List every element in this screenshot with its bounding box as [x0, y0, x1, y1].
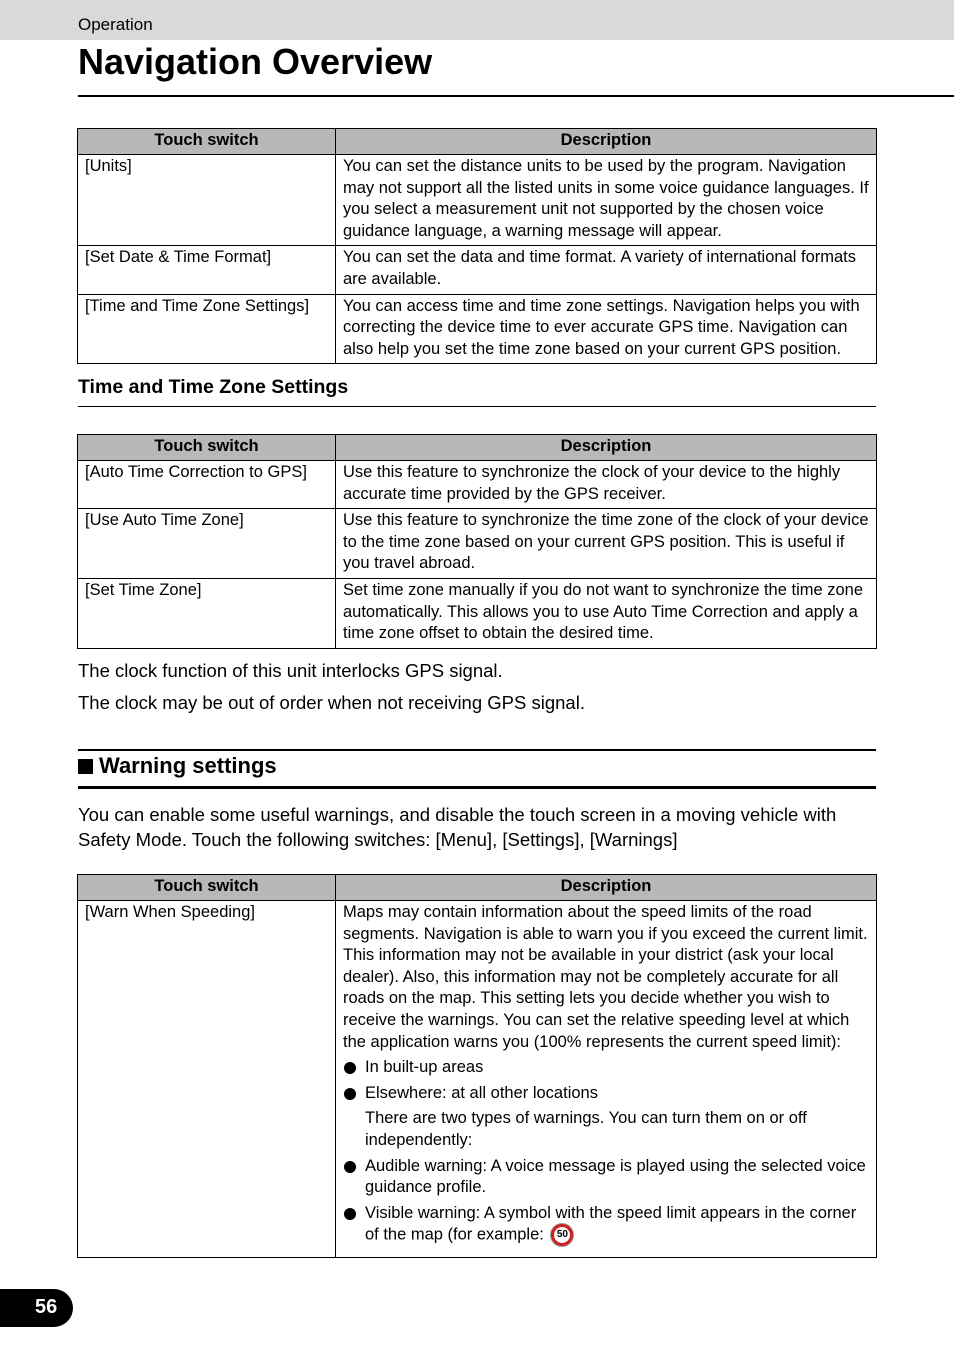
table-row: [78, 155, 877, 246]
page-title: Navigation Overview: [78, 41, 433, 82]
switch-cell: [Units]: [78, 155, 336, 246]
description-cell: [336, 901, 877, 1258]
switch-cell: [Auto Time Correction to GPS]: [78, 461, 336, 509]
switch-cell: [Warn When Speeding]: [78, 901, 336, 1258]
section-label: Operation: [78, 15, 153, 34]
bullet-icon: [344, 1161, 356, 1173]
table-row: [78, 901, 877, 1258]
speeding-description: Maps may contain information about the speed limits of the road segments. Navigation is able to warn you if you exceed the current limit. This information may not be available in your district (ask your local dealer). Also, this information may not be completely accurate for all roads on the map. This setting lets you decide whether you wish to receive the warnings. You can set the relative speeding level at which the application warns you (100% represents the current speed limit):: [343, 903, 868, 1051]
list-item: [343, 1156, 870, 1199]
column-header-description: Description: [336, 875, 877, 901]
clock-note-1: The clock function of this unit interlocks GPS signal.: [78, 660, 503, 681]
description-cell: You can set the distance units to be used by the program. Navigation may not support all the listed units in some voice guidance languages. If you select a measurement unit not supported by the chosen voice guidance language, a warning message will appear.: [336, 155, 877, 246]
time-zone-heading: Time and Time Zone Settings: [78, 376, 349, 398]
bullet-icon: [344, 1208, 356, 1220]
warning-heading: Warning settings: [99, 753, 277, 778]
warning-types-list: [343, 1156, 870, 1247]
table-row: [78, 461, 877, 509]
page-number-tab: [0, 1289, 73, 1327]
bullet-icon: [344, 1062, 356, 1074]
description-cell: Set time zone manually if you do not want to synchronize the time zone automatically. This allows you to use Auto Time Correction and apply a time zone offset to obtain the desired time.: [336, 578, 877, 648]
description-cell: Use this feature to synchronize the clock of your device to the highly accurate time provided by the GPS receiver.: [336, 461, 877, 509]
list-item-text: In built-up areas: [365, 1058, 484, 1077]
list-item-text: Elsewhere: at all other locations: [365, 1083, 598, 1102]
description-cell: You can set the data and time format. A variety of international formats are available.: [336, 246, 877, 294]
table-row: [78, 294, 877, 364]
time-zone-table: [77, 434, 877, 649]
bullet-icon: [344, 1088, 356, 1100]
list-item: [343, 1203, 870, 1247]
column-header-touch-switch: Touch switch: [78, 875, 336, 901]
switch-cell: [Time and Time Zone Settings]: [78, 294, 336, 364]
table-header-row: [78, 435, 877, 461]
switch-cell: [Set Time Zone]: [78, 578, 336, 648]
description-cell: You can access time and time zone settings. Navigation helps you with correcting the device time to ever accurate GPS time. Navigation can also help you set the time zone based on your current GPS position.: [336, 294, 877, 364]
column-header-touch-switch: Touch switch: [78, 129, 336, 155]
speed-limit-sign-icon: 50: [551, 1224, 573, 1246]
page-number: 56: [35, 1296, 58, 1318]
warning-intro: You can enable some useful warnings, and disable the touch screen in a moving vehicle with Safety Mode. Touch the following switches: [Menu], [Settings], [Warnings]: [78, 804, 837, 850]
list-item-text: Visible warning: A symbol with the speed limit appears in the corner of the map (for example:: [365, 1203, 857, 1244]
warning-table: [77, 874, 877, 1258]
list-item: [343, 1083, 870, 1105]
description-cell: Use this feature to synchronize the time zone of the clock of your device to the time zone based on your current GPS position. This is useful if you travel abroad.: [336, 509, 877, 579]
warning-types-note: There are two types of warnings. You can turn them on or off independently:: [365, 1109, 807, 1149]
title-divider: [78, 95, 954, 97]
list-item: [343, 1057, 870, 1079]
list-item-text: Audible warning: A voice message is played using the selected voice guidance profile.: [365, 1156, 866, 1197]
warning-heading-wrap: [78, 753, 277, 779]
time-zone-divider: [78, 406, 876, 407]
switch-cell: [Set Date & Time Format]: [78, 246, 336, 294]
table-row: [78, 509, 877, 579]
warning-section-header: [78, 749, 876, 789]
table-header-row: [78, 129, 877, 155]
column-header-description: Description: [336, 129, 877, 155]
switch-cell: [Use Auto Time Zone]: [78, 509, 336, 579]
table-header-row: [78, 875, 877, 901]
table-row: [78, 246, 877, 294]
column-header-description: Description: [336, 435, 877, 461]
column-header-touch-switch: Touch switch: [78, 435, 336, 461]
settings-table: [77, 128, 877, 364]
square-bullet-icon: [78, 759, 93, 774]
speeding-options-list: [343, 1057, 870, 1104]
clock-note-2: The clock may be out of order when not receiving GPS signal.: [78, 692, 585, 713]
table-row: [78, 578, 877, 648]
